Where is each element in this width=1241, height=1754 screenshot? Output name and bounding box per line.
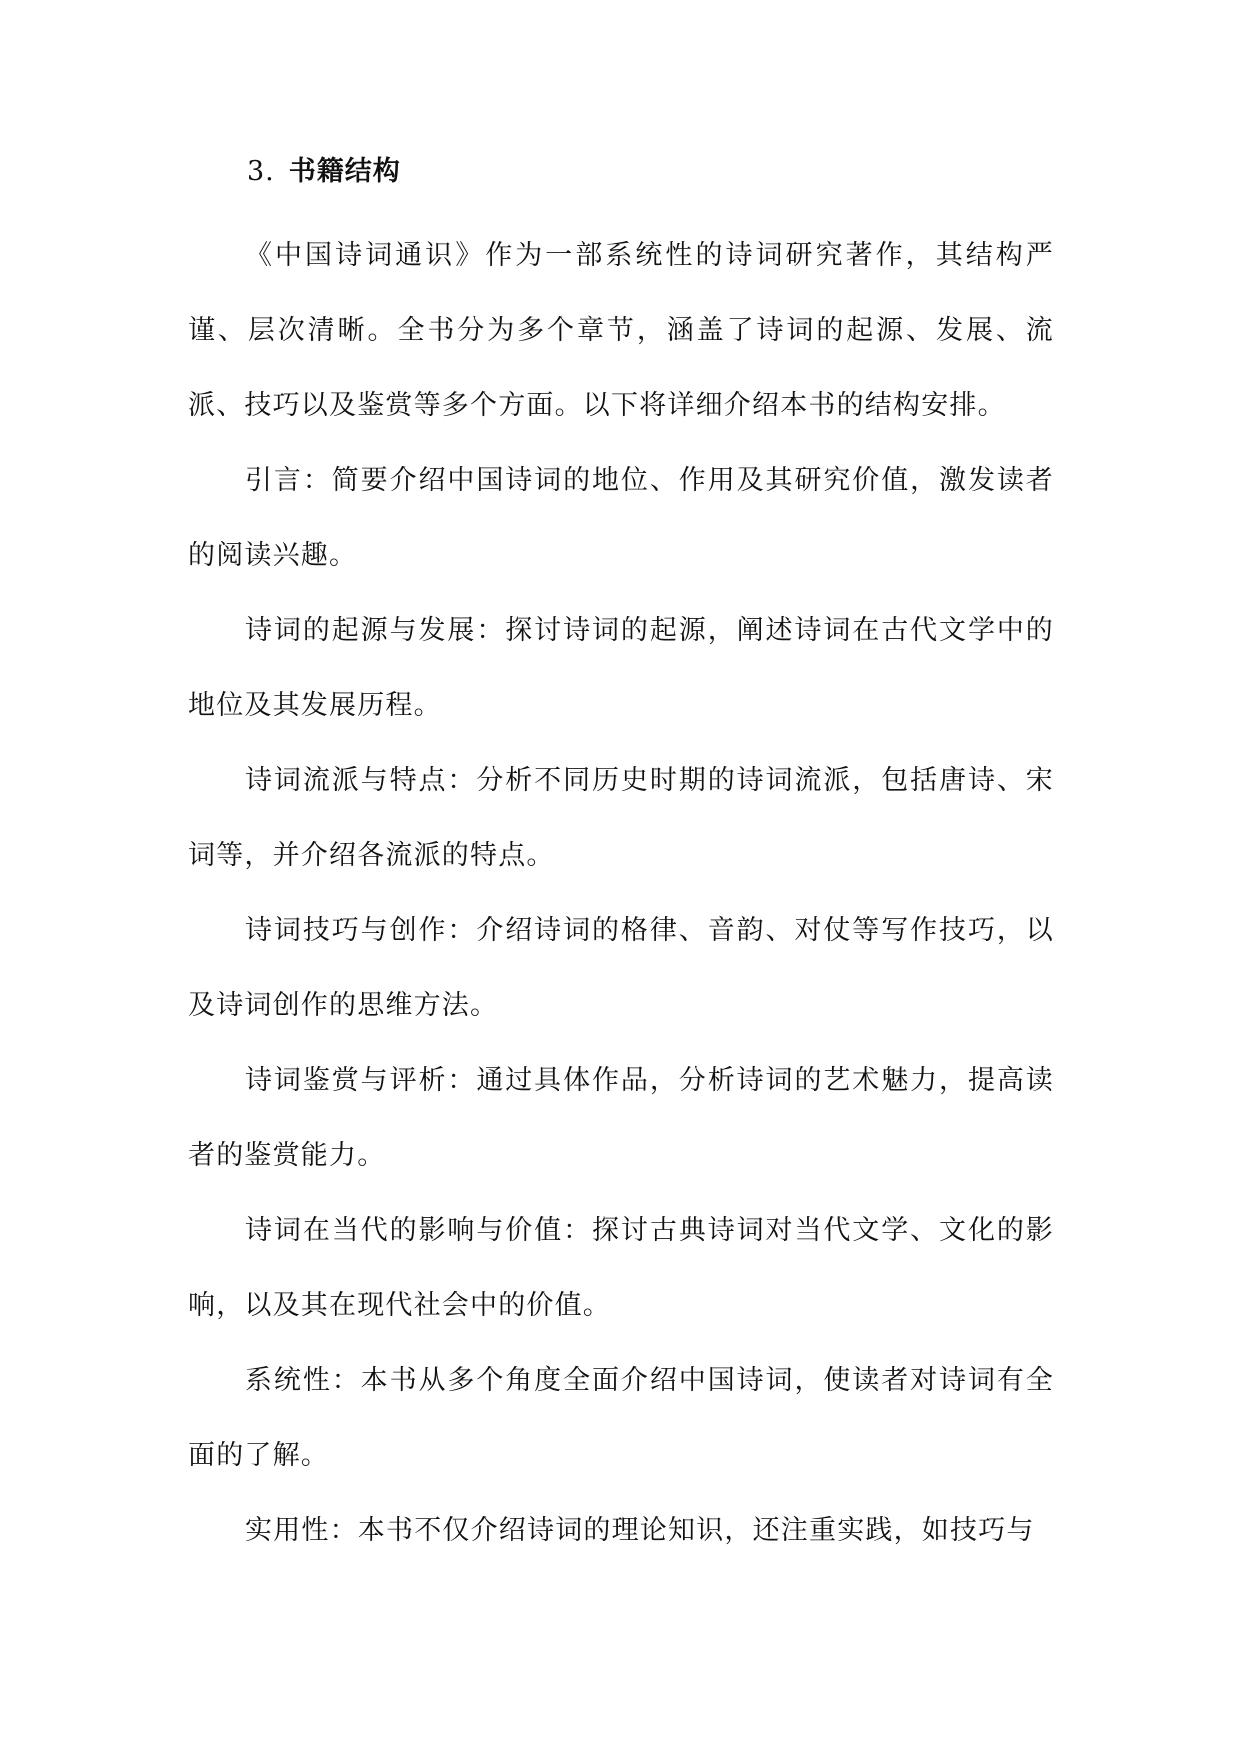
paragraph-techniques-creation: 诗词技巧与创作：介绍诗词的格律、音韵、对仗等写作技巧，以及诗词创作的思维方法。 bbox=[188, 915, 1054, 1021]
section-number: 3. bbox=[247, 156, 275, 187]
paragraph-appreciation-analysis: 诗词鉴赏与评析：通过具体作品，分析诗词的艺术魅力，提高读者的鉴赏能力。 bbox=[188, 1065, 1054, 1171]
paragraph-introduction: 引言：简要介绍中国诗词的地位、作用及其研究价值，激发读者的阅读兴趣。 bbox=[188, 465, 1054, 571]
section-title: 书籍结构 bbox=[288, 156, 401, 187]
section-heading bbox=[247, 140, 1054, 204]
paragraph-systematic: 系统性：本书从多个角度全面介绍中国诗词，使读者对诗词有全面的了解。 bbox=[188, 1365, 1054, 1471]
paragraph-practicality: 实用性：本书不仅介绍诗词的理论知识，还注重实践，如技巧与 bbox=[245, 1515, 1035, 1546]
paragraph-schools-features: 诗词流派与特点：分析不同历史时期的诗词流派，包括唐诗、宋词等，并介绍各流派的特点。 bbox=[188, 765, 1054, 871]
intro-paragraph: 《中国诗词通识》作为一部系统性的诗词研究著作，其结构严谨、层次清晰。全书分为多个章节，涵盖了诗词的起源、发展、流派、技巧以及鉴赏等多个方面。以下将详细介绍本书的结构安排。 bbox=[188, 240, 1054, 421]
paragraph-contemporary-value: 诗词在当代的影响与价值：探讨古典诗词对当代文学、文化的影响，以及其在现代社会中的价值。 bbox=[188, 1215, 1054, 1321]
page-content bbox=[188, 140, 1054, 1568]
paragraph-origin-development: 诗词的起源与发展：探讨诗词的起源，阐述诗词在古代文学中的地位及其发展历程。 bbox=[188, 615, 1054, 721]
